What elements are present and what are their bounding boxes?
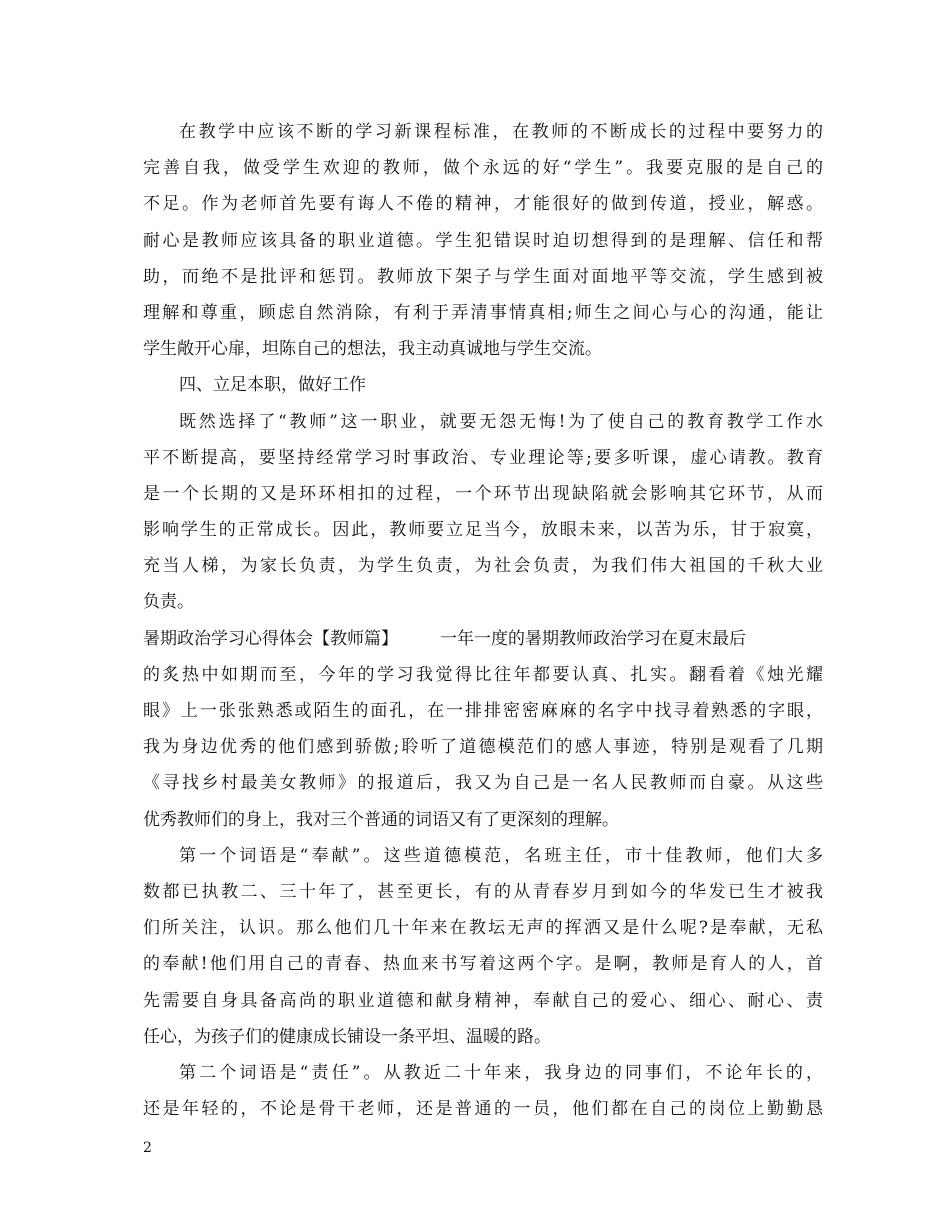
paragraph-line: 第二个词语是“责任”。从教近二十年来，我身边的同事们，不论年长的， xyxy=(179,1062,823,1083)
paragraph-line: 我为身边优秀的他们感到骄傲;聆听了道德模范们的感人事迹，特别是观看了几期 xyxy=(143,737,823,758)
article-intro-text: 一年一度的暑期教师政治学习在夏末最后 xyxy=(440,628,746,649)
paragraph-line: 助，而绝不是批评和惩罚。教师放下架子与学生面对面地平等交流，学生感到被 xyxy=(143,266,823,287)
paragraph-line: 们所关注，认识。那么他们几十年来在教坛无声的挥洒又是什么呢?是奉献，无私 xyxy=(143,918,823,939)
paragraph-line: 完善自我，做受学生欢迎的教师，做个永远的好“学生”。我要克服的是自己的 xyxy=(143,158,823,179)
paragraph-line: 负责。 xyxy=(143,592,194,613)
paragraph-line: 眼》上一张张熟悉或陌生的面孔，在一排排密密麻麻的名字中找寻着熟悉的字眼， xyxy=(143,701,823,721)
paragraph-line: 学生敞开心扉，坦陈自己的想法，我主动真诚地与学生交流。 xyxy=(143,339,602,360)
paragraph-line: 是一个长期的又是环环相扣的过程，一个环节出现缺陷就会影响其它环节，从而 xyxy=(143,483,823,504)
paragraph-line: 不足。作为老师首先要有诲人不倦的精神，才能很好的做到传道，授业，解惑。 xyxy=(143,194,823,215)
paragraph-line: 先需要自身具备高尚的职业道德和献身精神，奉献自己的爱心、细心、耐心、责 xyxy=(143,990,823,1011)
paragraph-line: 的炙热中如期而至，今年的学习我觉得比往年都要认真、扎实。翻看着《烛光耀 xyxy=(143,664,823,685)
paragraph-line: 优秀教师们的身上，我对三个普通的词语又有了更深刻的理解。 xyxy=(143,809,619,830)
paragraph-line: 还是年轻的，不论是骨干老师，还是普通的一员，他们都在自己的岗位上勤勤恳 xyxy=(143,1099,823,1120)
paragraph-line: 在教学中应该不断的学习新课程标准，在教师的不断成长的过程中要努力的 xyxy=(179,122,823,142)
paragraph-line: 耐心是教师应该具备的职业道德。学生犯错误时迫切想得到的是理解、信任和帮 xyxy=(143,230,823,251)
paragraph-line: 理解和尊重，顾虑自然消除，有利于弄清事情真相;师生之间心与心的沟通，能让 xyxy=(143,302,823,323)
paragraph-line: 影响学生的正常成长。因此，教师要立足当今，放眼未来，以苦为乐，甘于寂寞， xyxy=(143,520,823,541)
paragraph-line: 《寻找乡村最美女教师》的报道后，我又为自己是一名人民教师而自豪。从这些 xyxy=(143,773,823,794)
paragraph-line: 平不断提高，要坚持经常学习时事政治、专业理论等;要多听课，虚心请教。教育 xyxy=(143,447,823,468)
paragraph-line: 任心，为孩子们的健康成长铺设一条平坦、温暖的路。 xyxy=(143,1026,551,1047)
paragraph-line: 数都已执教二、三十年了，甚至更长，有的从青春岁月到如今的华发已生才被我 xyxy=(143,881,823,902)
article-title: 暑期政治学习心得体会【教师篇】 xyxy=(143,628,398,649)
paragraph-line: 第一个词语是“奉献”。这些道德模范，名班主任，市十佳教师，他们大多 xyxy=(179,845,823,866)
document-body xyxy=(143,114,823,1127)
page-number: 2 xyxy=(143,1140,152,1156)
paragraph-line: 既然选择了“教师”这一职业，就要无怨无悔!为了使自己的教育教学工作水 xyxy=(179,411,823,432)
paragraph-line: 充当人梯，为家长负责，为学生负责，为社会负责，为我们伟大祖国的千秋大业 xyxy=(143,556,823,577)
article-heading-line xyxy=(143,621,823,657)
section-heading: 四、立足本职，做好工作 xyxy=(179,375,366,396)
paragraph-line: 的奉献!他们用自己的青春、热血来书写着这两个字。是啊，教师是育人的人，首 xyxy=(143,954,823,975)
